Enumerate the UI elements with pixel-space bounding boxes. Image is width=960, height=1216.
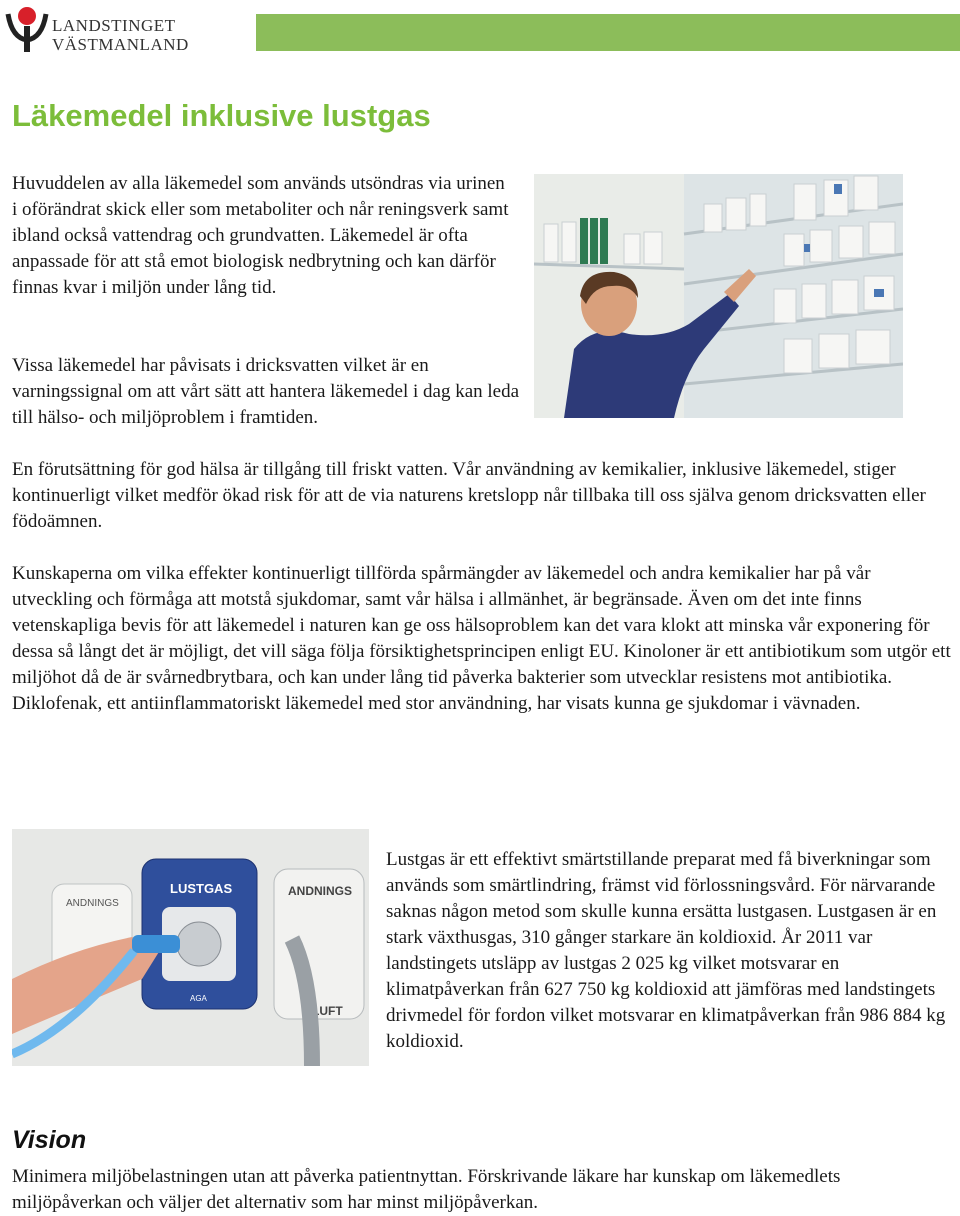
vision-heading: Vision <box>12 1126 87 1154</box>
paragraph-2: Vissa läkemedel har påvisats i dricksvatten vilket är en varningssignal om att vårt sätt att hantera läkemedel i dag kan leda till hälso- och miljöproblem i framtiden. <box>12 355 520 428</box>
paragraph-3: En förutsättning för god hälsa är tillgång till friskt vatten. Vår användning av kemikalier, inklusive läkemedel, stiger kontinuerligt vilket medför ökad risk för att de via naturens kretslopp når tillbaka till oss själva genom dricksvatten eller födoämnen. <box>12 459 926 532</box>
outlet-label-4: LUFT <box>312 1004 343 1018</box>
outlet-label-1: ANDNINGS <box>66 898 119 909</box>
paragraph-1: Huvuddelen av alla läkemedel som används utsöndras via urinen i oförändrat skick eller som metaboliter och når reningsverk samt ibland också vattendrag och grundvatten. Läkemedel är ofta anpassade för att stå emot biologisk nedbrytning och kan därför finnas kvar i miljön under lång tid. <box>12 173 509 298</box>
pharmacy-shelf-photo <box>534 174 903 418</box>
header-green-bar <box>256 14 960 51</box>
logo-text <box>52 16 189 54</box>
logo-emblem-icon <box>4 4 50 54</box>
logo-line-2: VÄSTMANLAND <box>52 35 189 54</box>
vision-text: Minimera miljöbelastningen utan att påverka patientnyttan. Förskrivande läkare har kunskap om läkemedlets miljöpåverkan och väljer det alternativ som har minst miljöpåverkan. <box>12 1166 841 1213</box>
paragraph-4: Kunskaperna om vilka effekter kontinuerligt tillförda spårmängder av läkemedel och andra kemikalier har på vår utveckling och förmåga att motstå sjukdomar, samt vår hälsa i allmänhet, är begränsade. Även om det inte finns vetenskapliga bevis för att läkemedel i naturen kan ge oss hälsoproblem kan det vara klokt att minska vår exponering för dessa så långt det är möjligt, det vill säga följa försiktighetsprincipen enligt EU. Kinoloner är ett antibiotikum som utgör ett miljöhot då de är svårnedbrytbara, och kan under lång tid påverka bakterier som utvecklar resistens mot antibiotika. Diklofenak, ett antiinflammatoriskt läkemedel med stor användning, har visats kunna ge sjukdomar i vävnaden. <box>12 563 951 714</box>
landstinget-logo <box>4 4 194 56</box>
outlet-label-3: ANDNINGS <box>288 884 353 898</box>
outlet-label-2: LUSTGAS <box>170 881 233 896</box>
logo-line-1: LANDSTINGET <box>52 16 176 35</box>
outlet-label-5: AGA <box>190 994 207 1003</box>
page-title: Läkemedel inklusive lustgas <box>12 98 431 133</box>
paragraph-5: Lustgas är ett effektivt smärtstillande preparat med få biverkningar som används som smärtlindring, främst vid förlossningsvård. För närvarande saknas någon metod som skulle kunna ersätta lustgasen. Lustgasen är en stark växthusgas, 310 gånger starkare än koldioxid. År 2011 var landstingets utsläpp av lustgas 2 025 kg vilket motsvarar en klimatpåverkan från 627 750 kg koldioxid att jämföras med landstingets drivmedel för fordon vilket motsvarar en klimatpåverkan från 986 884 kg koldioxid. <box>386 849 946 1052</box>
gas-outlet-photo <box>12 829 369 1066</box>
